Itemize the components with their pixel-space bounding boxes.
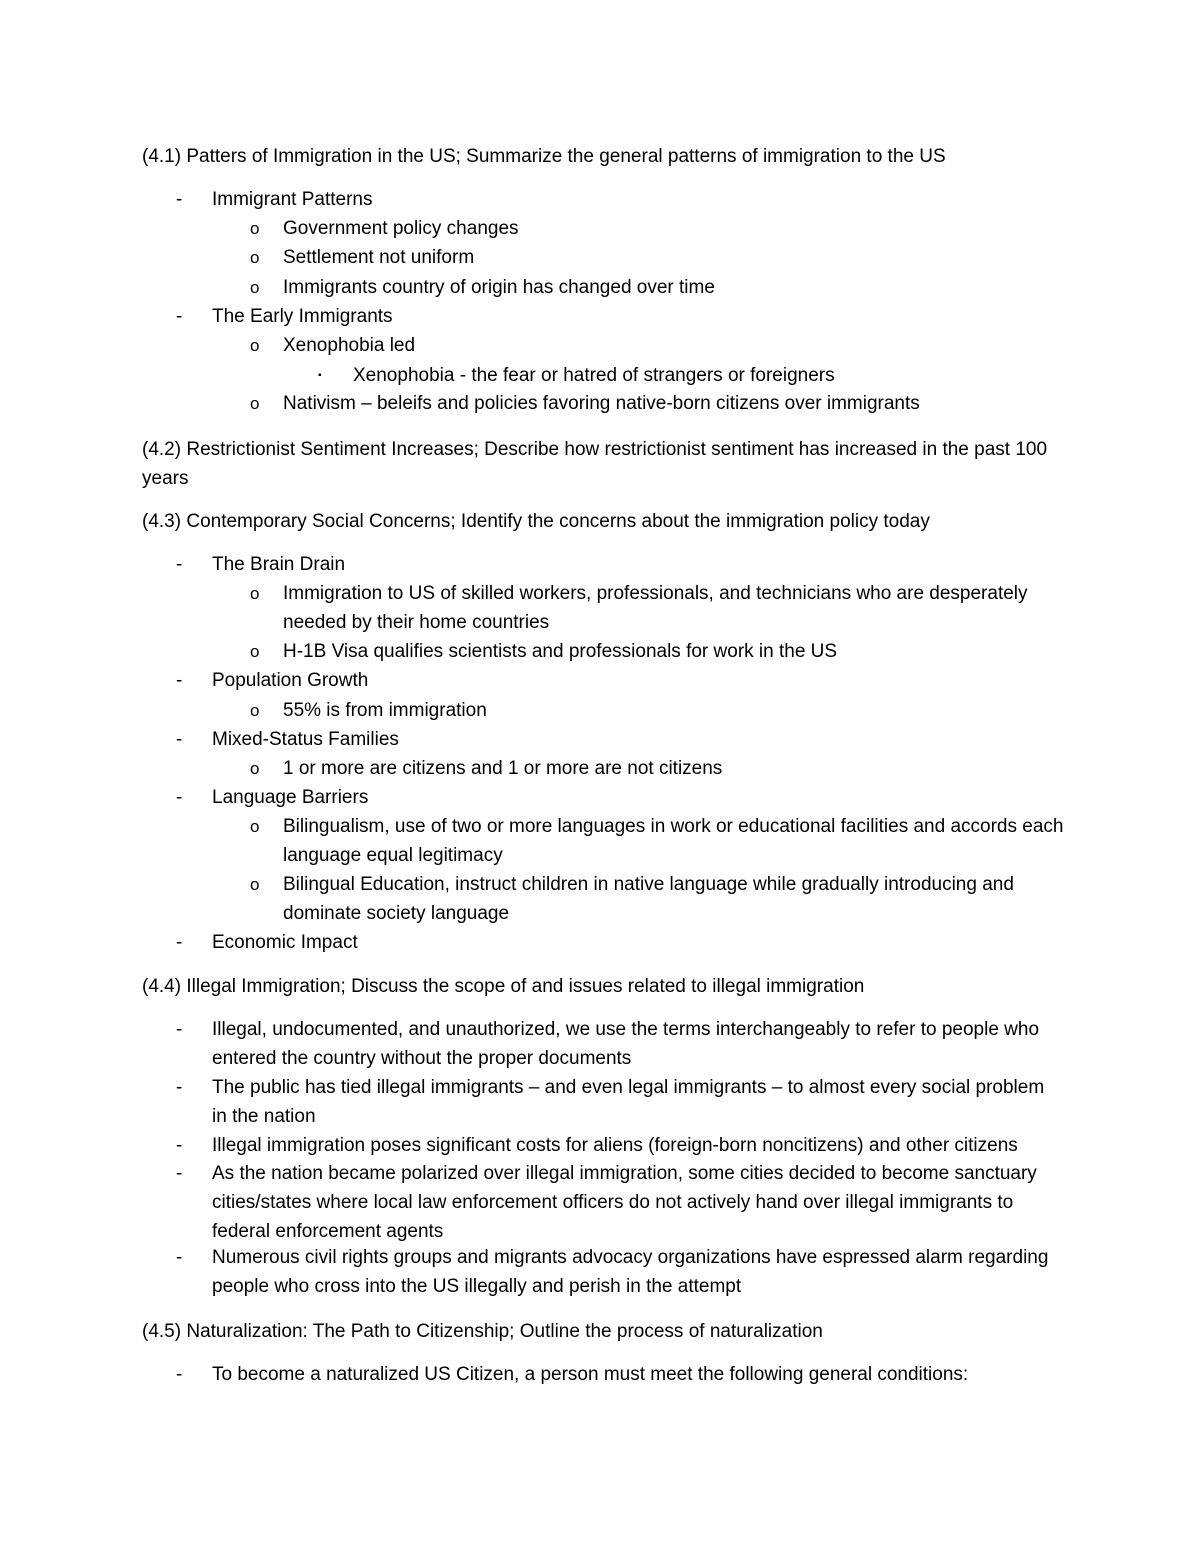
section-heading-4-4: (4.4) Illegal Immigration; Discuss the scope of and issues related to illegal immigration	[142, 976, 865, 997]
section-heading-4-5: (4.5) Naturalization: The Path to Citizenship; Outline the process of naturalization	[142, 1321, 823, 1342]
dash-bullet: -	[176, 1364, 183, 1385]
list-item: Numerous civil rights groups and migrants advocacy organizations have espressed alarm regarding people who cross into the US illegally and perish in the attempt	[212, 1247, 1049, 1297]
list-item: Bilingual Education, instruct children in native language while gradually introducing and dominate society language	[283, 874, 1014, 924]
circle-bullet: o	[250, 336, 260, 355]
dash-bullet: -	[176, 729, 183, 750]
dash-bullet: -	[176, 1077, 183, 1098]
dash-bullet: -	[176, 1135, 183, 1156]
list-item: As the nation became polarized over illegal immigration, some cities decided to become sanctuary cities/states where local law enforcement officers do not actively hand over illegal immigrants to federal enforcement agents	[212, 1163, 1037, 1242]
list-item: To become a naturalized US Citizen, a person must meet the following general conditions:	[212, 1364, 969, 1385]
dash-bullet: -	[176, 1247, 183, 1268]
list-item: Bilingualism, use of two or more languages in work or educational facilities and accords each language equal legitimacy	[283, 816, 1064, 866]
circle-bullet: o	[250, 584, 260, 603]
list-item: The Early Immigrants	[212, 306, 393, 327]
circle-bullet: o	[250, 394, 260, 413]
dash-bullet: -	[176, 554, 183, 575]
list-item: 55% is from immigration	[283, 700, 487, 721]
list-item: Immigration to US of skilled workers, professionals, and technicians who are desperately needed by their home countries	[283, 583, 1028, 633]
list-item: Nativism – beleifs and policies favoring native-born citizens over immigrants	[283, 393, 920, 414]
dash-bullet: -	[176, 787, 183, 808]
list-item: 1 or more are citizens and 1 or more are not citizens	[283, 758, 723, 779]
list-item: Immigrants country of origin has changed over time	[283, 277, 715, 298]
circle-bullet: o	[250, 278, 260, 297]
section-heading-4-3: (4.3) Contemporary Social Concerns; Identify the concerns about the immigration policy today	[142, 511, 930, 532]
list-item: H-1B Visa qualifies scientists and professionals for work in the US	[283, 641, 838, 662]
list-item: Government policy changes	[283, 218, 519, 239]
dash-bullet: -	[176, 1163, 183, 1184]
list-item: Xenophobia - the fear or hatred of strangers or foreigners	[353, 365, 835, 386]
dash-bullet: -	[176, 932, 183, 953]
circle-bullet: o	[250, 759, 260, 778]
section-heading-4-1: (4.1) Patters of Immigration in the US; Summarize the general patterns of immigration to the US	[142, 146, 946, 167]
circle-bullet: o	[250, 701, 260, 720]
dash-bullet: -	[176, 189, 183, 210]
dash-bullet: -	[176, 306, 183, 327]
dash-bullet: -	[176, 670, 183, 691]
square-bullet: ▪	[318, 370, 322, 381]
circle-bullet: o	[250, 875, 260, 894]
list-item: Mixed-Status Families	[212, 729, 399, 750]
list-item: Language Barriers	[212, 787, 369, 808]
list-item: The public has tied illegal immigrants – and even legal immigrants – to almost every social problem in the nation	[212, 1077, 1045, 1127]
circle-bullet: o	[250, 817, 260, 836]
list-item: Illegal immigration poses significant costs for aliens (foreign-born noncitizens) and other citizens	[212, 1135, 1018, 1156]
list-item: The Brain Drain	[212, 554, 346, 575]
list-item: Economic Impact	[212, 932, 358, 953]
list-item: Immigrant Patterns	[212, 189, 373, 210]
dash-bullet: -	[176, 1019, 183, 1040]
circle-bullet: o	[250, 219, 260, 238]
section-heading-4-2: (4.2) Restrictionist Sentiment Increases; Describe how restrictionist sentiment has increased in the past 100 years	[142, 439, 1048, 489]
list-item: Illegal, undocumented, and unauthorized, we use the terms interchangeably to refer to people who entered the country without the proper documents	[212, 1019, 1040, 1069]
circle-bullet: o	[250, 642, 260, 661]
circle-bullet: o	[250, 248, 260, 267]
list-item: Xenophobia led	[283, 335, 416, 356]
list-item: Settlement not uniform	[283, 247, 475, 268]
list-item: Population Growth	[212, 670, 369, 691]
